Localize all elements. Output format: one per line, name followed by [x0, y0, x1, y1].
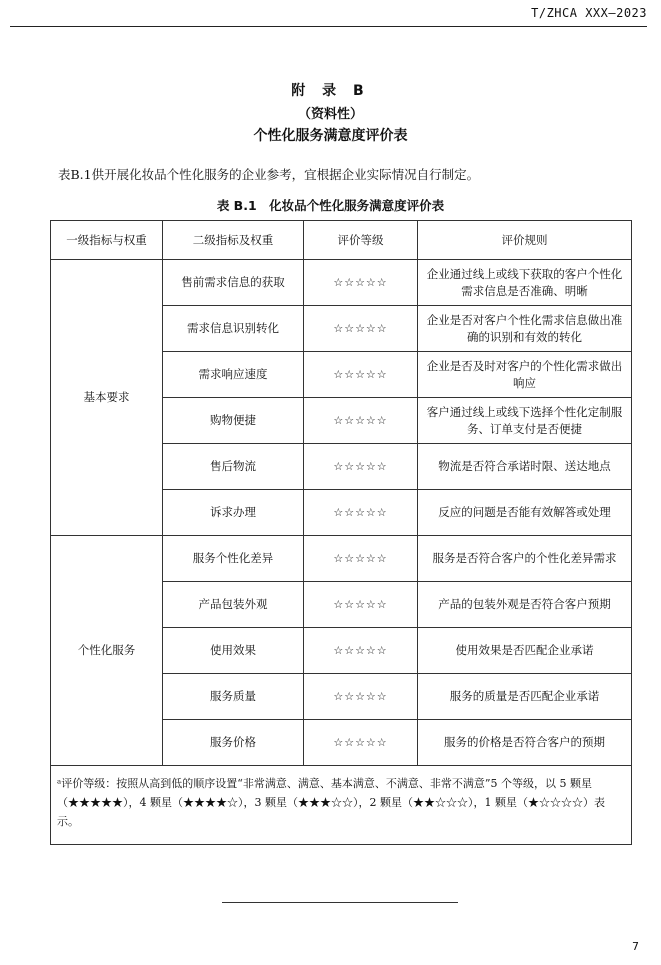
rating-stars: ☆☆☆☆☆	[304, 398, 418, 444]
column-header: 二级指标及权重	[163, 221, 304, 260]
table-row	[51, 536, 632, 582]
table-row	[51, 260, 632, 306]
rating-stars: ☆☆☆☆☆	[304, 536, 418, 582]
indicator-cell: 售后物流	[163, 444, 304, 490]
rule-cell: 服务的价格是否符合客户的预期	[418, 720, 632, 766]
column-header: 一级指标与权重	[51, 221, 163, 260]
group-cell: 基本要求	[51, 260, 163, 536]
appendix-title: 附 录 B	[291, 83, 370, 99]
table-footnote: ᵃ评价等级：按照从高到低的顺序设置“非常满意、满意、基本满意、不满意、非常不满意”5 个等级，以 5 颗星（★★★★★），4 颗星（★★★★☆），3 颗星（★★★☆☆），2 颗星（★★☆☆☆），1 颗星（★☆☆☆☆）表示。	[51, 766, 632, 845]
intro-paragraph: 表B.1供开展化妆品个性化服务的企业参考，宜根据企业实际情况自行制定。	[58, 167, 480, 182]
end-rule	[222, 902, 458, 903]
indicator-cell: 需求响应速度	[163, 352, 304, 398]
group-cell: 个性化服务	[51, 536, 163, 766]
rating-stars: ☆☆☆☆☆	[304, 306, 418, 352]
indicator-cell: 产品包装外观	[163, 582, 304, 628]
appendix-subtitle: 个性化服务满意度评价表	[253, 128, 408, 144]
indicator-cell: 服务价格	[163, 720, 304, 766]
rating-stars: ☆☆☆☆☆	[304, 582, 418, 628]
rating-stars: ☆☆☆☆☆	[304, 352, 418, 398]
column-header: 评价规则	[418, 221, 632, 260]
rule-cell: 企业是否对客户个性化需求信息做出准确的识别和有效的转化	[418, 306, 632, 352]
rule-cell: 反应的问题是否能有效解答或处理	[418, 490, 632, 536]
page-number: 7	[632, 940, 639, 953]
table-caption: 表 B.1 化妆品个性化服务满意度评价表	[216, 198, 445, 213]
indicator-cell: 诉求办理	[163, 490, 304, 536]
indicator-cell: 售前需求信息的获取	[163, 260, 304, 306]
table-header-row	[51, 221, 632, 260]
indicator-cell: 使用效果	[163, 628, 304, 674]
rating-stars: ☆☆☆☆☆	[304, 674, 418, 720]
rule-cell: 企业通过线上或线下获取的客户个性化需求信息是否准确、明晰	[418, 260, 632, 306]
rating-stars: ☆☆☆☆☆	[304, 628, 418, 674]
appendix-type: （资料性）	[297, 107, 363, 122]
rule-cell: 客户通过线上或线下选择个性化定制服务、订单支付是否便捷	[418, 398, 632, 444]
evaluation-table	[50, 220, 632, 845]
indicator-cell: 购物便捷	[163, 398, 304, 444]
rule-cell: 企业是否及时对客户的个性化需求做出响应	[418, 352, 632, 398]
rule-cell: 服务是否符合客户的个性化差异需求	[418, 536, 632, 582]
indicator-cell: 需求信息识别转化	[163, 306, 304, 352]
rating-stars: ☆☆☆☆☆	[304, 720, 418, 766]
rating-stars: ☆☆☆☆☆	[304, 444, 418, 490]
column-header: 评价等级	[304, 221, 418, 260]
rule-cell: 服务的质量是否匹配企业承诺	[418, 674, 632, 720]
document-code: T/ZHCA XXX—2023	[531, 6, 647, 20]
header-divider	[10, 26, 647, 27]
indicator-cell: 服务质量	[163, 674, 304, 720]
rule-cell: 产品的包装外观是否符合客户预期	[418, 582, 632, 628]
rating-stars: ☆☆☆☆☆	[304, 490, 418, 536]
rule-cell: 物流是否符合承诺时限、送达地点	[418, 444, 632, 490]
rule-cell: 使用效果是否匹配企业承诺	[418, 628, 632, 674]
indicator-cell: 服务个性化差异	[163, 536, 304, 582]
rating-stars: ☆☆☆☆☆	[304, 260, 418, 306]
table-note-row	[51, 766, 632, 845]
